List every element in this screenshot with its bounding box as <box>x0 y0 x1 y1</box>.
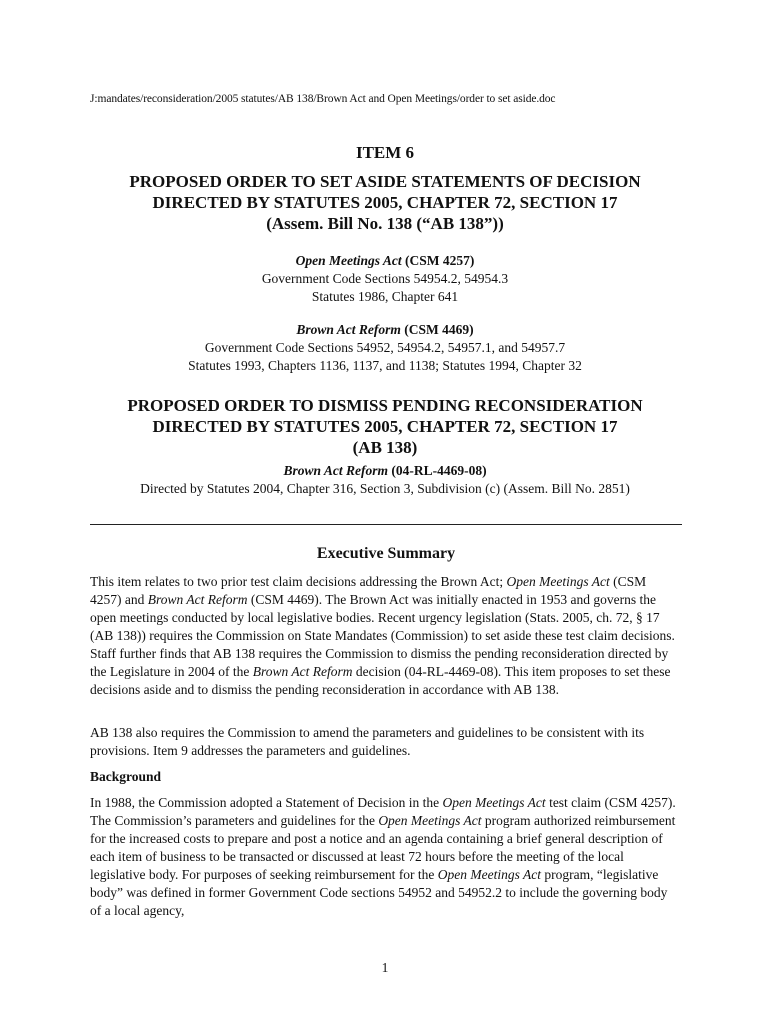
program-name: Open Meetings Act <box>295 253 402 268</box>
text-run: In 1988, the Commission adopted a Statement of Decision in the <box>90 795 443 810</box>
text-run: decision (04-RL-4469-08). This item proposes to set these decisions aside and to dismiss the pending reconsideration in accordance with AB 138. <box>90 664 671 697</box>
csm-number: (CSM 4469) <box>400 322 474 337</box>
reconsideration-title <box>80 462 690 480</box>
code-sections: Government Code Sections 54954.2, 54954.3 <box>261 271 509 286</box>
directed-by: Directed by Statutes 2004, Chapter 316, Section 3, Subdivision (c) (Assem. Bill No. 2851) <box>140 481 630 496</box>
statutes: Statutes 1993, Chapters 1136, 1137, and 1138; Statutes 1994, Chapter 32 <box>188 358 582 373</box>
text-run: (CSM 4257) and <box>90 574 647 607</box>
reconsideration-block <box>80 462 690 498</box>
background-paragraph <box>90 794 680 920</box>
heading-line: (Assem. Bill No. 138 (“AB 138”)) <box>266 214 504 233</box>
reconsideration-number: (04-RL-4469-08) <box>387 463 487 478</box>
text-run: (CSM 4469). The Brown Act was initially enacted in 1953 and governs the open meetings conducted by local legislative bodies. Recent urgency legislation (Stats. 2005, ch. 72, § 17 (AB 138)) requires the Commission on State Mandates (Commission) to set aside these test claim decisions. Staff further finds that AB 138 requires the Commission to dismiss the pending reconsideration directed by the Legislature in 2004 of the <box>90 592 675 679</box>
statutes: Statutes 1986, Chapter 641 <box>311 289 459 304</box>
proposed-order-set-aside-heading <box>80 171 690 234</box>
code-sections: Government Code Sections 54952, 54954.2, 54957.1, and 54957.7 <box>204 340 566 355</box>
heading-line: DIRECTED BY STATUTES 2005, CHAPTER 72, SECTION 17 <box>152 417 618 436</box>
heading-line: PROPOSED ORDER TO SET ASIDE STATEMENTS OF DECISION <box>129 172 641 191</box>
italic-text-run: Open Meetings Act <box>437 867 542 882</box>
italic-text-run: Open Meetings Act <box>378 813 482 828</box>
proposed-order-dismiss-heading <box>80 395 690 458</box>
italic-text-run: Brown Act Reform <box>252 664 353 679</box>
italic-text-run: Open Meetings Act <box>442 795 546 810</box>
heading-line: DIRECTED BY STATUTES 2005, CHAPTER 72, SECTION 17 <box>152 193 618 212</box>
text-run: test claim (CSM 4257). The Commission’s parameters and guidelines for the <box>90 795 676 828</box>
horizontal-divider <box>90 524 682 525</box>
brown-act-block <box>80 321 690 375</box>
file-path-header: J:mandates/reconsideration/2005 statutes/AB 138/Brown Act and Open Meetings/order to set aside.doc <box>90 93 556 105</box>
summary-paragraph-2: AB 138 also requires the Commission to amend the parameters and guidelines to be consistent with its provisions. Item 9 addresses the parameters and guidelines. <box>90 725 645 758</box>
text-run: This item relates to two prior test claim decisions addressing the Brown Act; <box>90 574 507 589</box>
background-heading: Background <box>90 769 162 784</box>
brown-act-title <box>80 321 690 339</box>
open-meetings-title <box>80 252 690 270</box>
program-name: Brown Act Reform <box>283 463 388 478</box>
executive-summary-heading: Executive Summary <box>316 545 456 562</box>
text-run: program authorized reimbursement for the increased costs to prepare and post a notice and an agenda containing a brief general description of each item of business to be transacted or discussed at least 72 hours before the meeting of the local legislative body. For purposes of seeking reimbursement for the <box>90 813 676 882</box>
text-run: program, “legislative body” was defined in former Government Code sections 54952 and 54952.2 to include the governing body of a local agency, <box>90 867 668 918</box>
csm-number: (CSM 4257) <box>401 253 475 268</box>
heading-line: (AB 138) <box>352 438 418 457</box>
open-meetings-block <box>80 252 690 306</box>
italic-text-run: Brown Act Reform <box>147 592 248 607</box>
summary-paragraph-1 <box>90 573 680 699</box>
heading-line: PROPOSED ORDER TO DISMISS PENDING RECONSIDERATION <box>127 396 643 415</box>
item-title: ITEM 6 <box>355 143 415 162</box>
page-number: 1 <box>381 960 389 975</box>
program-name: Brown Act Reform <box>296 322 401 337</box>
italic-text-run: Open Meetings Act <box>506 574 610 589</box>
